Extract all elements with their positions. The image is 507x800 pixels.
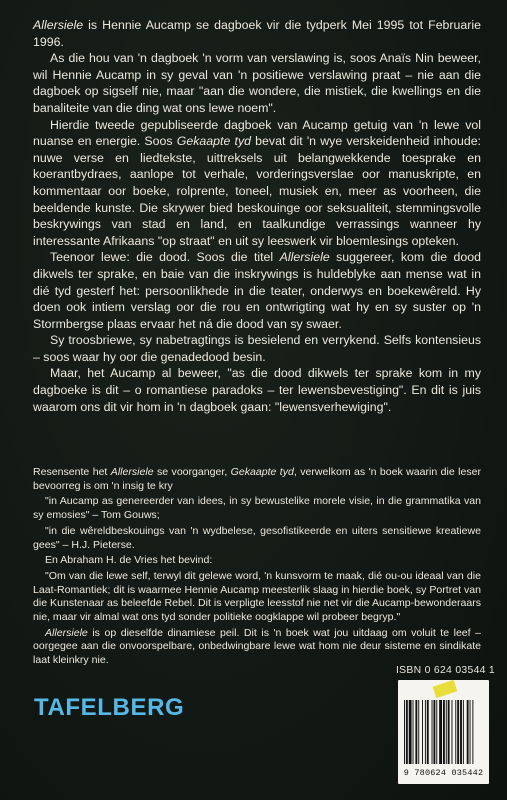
review-quotes [33, 466, 481, 668]
text-run: "Om van die lewe self, terwyl dit gelewe word, 'n kunsvorm te maak, dié ou-ou ideaal van die Laat-Romantiek; dit is waarmee Hennie Aucamp meesterlik slaag in hierdie boek, sy Portret van die Kunstenaar as beleefde Rebel. Dit is verpligte leesstof nie net vir die Aucamp-bewonderaars nie, maar vir almal wat ons tyd sonder politieke oogklappe wil probeer begryp." [33, 569, 481, 624]
barcode-bar [433, 700, 435, 764]
barcode-bar [436, 700, 437, 764]
review-paragraph [33, 466, 481, 493]
barcode-bar [409, 700, 412, 764]
text-run: Maar, het Aucamp al beweer, "as die dood dikwels ter sprake kom in my dagboeke is dit – o romantiese paradoks – ter lewensbevestiging". En dit is juis waarom ons dit vir hom in 'n dagboek gaan: "lewensverhewiging". [33, 366, 481, 414]
barcode-bar [446, 700, 447, 764]
text-run: bevat dit 'n wye verskeidenheid inhoude: nuwe verse en liedtekste, uittreksels uit belangwekkende toesprake en koerantbydraes, aanlope tot verhale, vorderingsverslae oor manuskripte, en kommentaar oor boeke, rolprente, toneel, musiek en, meer as voorheen, die beeldende kunste. Die skrywer bied beskouinge oor seksualiteit, stemmingsvolle beskrywings van stad en land, en taalkundige verrassings wanneer hy interessante Afrikaans "op straat" en uit sy leeswerk vir bloemlesings opteken. [33, 134, 481, 248]
blurb-paragraph [33, 332, 481, 365]
text-run: suggereer, kom die dood dikwels ter sprake, en baie van die inskrywings is huldeblyke aan mense wat in dié tyd gesterf het: persoonlikhede in die teater, onderwys en boekewêreld. Hy doen ook intiem verslag oor die rou en ontwrigting wat hy en sy suster op 'n Stormbergse plaas ervaar het ná die dood van sy swaer. [33, 250, 481, 331]
italic-title: Allersiele [33, 18, 84, 32]
blurb-paragraph [33, 17, 481, 50]
barcode-bar [472, 700, 473, 764]
barcode-bar [460, 700, 462, 764]
barcode-bar [427, 700, 429, 764]
text-run: "in die wêreldbeskouings van 'n wydbelese, gesofistikeerde en uiters sensitiewe kreatiewe gees" – H.J. Pieterse. [33, 524, 481, 551]
text-run: En Abraham H. de Vries het bevind: [45, 554, 213, 567]
text-run: se voorganger, [153, 466, 231, 478]
review-paragraph [33, 627, 481, 668]
text-run: is op dieselfde dinamiese peil. Dit is 'n boek wat jou uitdaag om voluit te leef – oorgegee aan die onvoorspelbare, onbedwingbare lewe wat hom nie deur sisteme en sindikate laat kleinkry nie. [33, 626, 481, 667]
barcode-bar [463, 700, 464, 764]
review-paragraph [33, 525, 481, 552]
blurb-paragraph [33, 365, 481, 415]
barcode-bar [470, 700, 471, 764]
blurb-paragraph [33, 249, 481, 332]
text-run: "in Aucamp as genereerder van idees, in sy bewustelike morele visie, in die grammatika van sy emosies" – Tom Gouws; [33, 495, 481, 522]
barcode-bar [432, 700, 433, 764]
publisher-logo: TAFELBERG [34, 694, 185, 721]
barcode-bar [418, 700, 419, 764]
barcode-bar [448, 700, 450, 764]
barcode-bar [443, 700, 445, 764]
barcode-bar [406, 700, 408, 764]
italic-title: Gekaapte tyd [230, 466, 294, 478]
text-run: is Hennie Aucamp se dagboek vir die tydperk Mei 1995 tot Februarie 1996. [33, 18, 481, 49]
barcode-bar [455, 700, 456, 764]
text-run: Sy troosbriewe, sy nabetragtings is besielend en verrykend. Selfs kontensieus – soos waar hy oor die genadedood besin. [33, 333, 481, 364]
barcode-bar [452, 700, 453, 764]
barcode-digits: 9 780624 035442 [403, 768, 484, 778]
blurb [33, 17, 481, 415]
italic-title: Allersiele [279, 250, 330, 265]
barcode [404, 700, 484, 764]
barcode-bar [467, 700, 469, 764]
barcode-bar [457, 700, 459, 764]
text-run: Teenoor lewe: die dood. Soos die titel [50, 250, 280, 265]
blurb-paragraph [33, 50, 481, 116]
review-paragraph [33, 495, 481, 522]
barcode-bar [439, 700, 442, 764]
italic-title: Gekaapte tyd [176, 134, 251, 149]
barcode-bar [425, 700, 426, 764]
isbn-label: ISBN 0 624 03544 1 [396, 665, 495, 676]
barcode-panel [398, 680, 489, 784]
blurb-paragraph [33, 117, 481, 250]
italic-title: Allersiele [110, 466, 154, 478]
barcode-bar [413, 700, 414, 764]
italic-title: Allersiele [45, 626, 88, 639]
text-run: As die hou van 'n dagboek 'n vorm van verslawing is, soos Anaïs Nin beweer, wil Hennie Aucamp in sy geval van 'n positiewe verslawing praat – nie aan die dagboek op sigself nie, maar "aan die wondere, die mistiek, die kwellings en die banaliteite van die ding wat ons lewe noem". [33, 51, 481, 115]
text-run: Hierdie tweede gepubliseerde dagboek van Aucamp getuig van 'n lewe vol nuanse en energie. Soos [33, 117, 481, 149]
barcode-bar [422, 700, 423, 764]
text-run: Resensente het [33, 466, 111, 478]
review-paragraph [33, 570, 481, 625]
barcode-bar [415, 700, 417, 764]
text-run: , verwelkom as 'n boek waarin die leser bevoorreg is om 'n insig te kry [33, 466, 481, 492]
price-sticker [433, 680, 458, 698]
review-paragraph [33, 554, 481, 568]
barcode-bar [404, 700, 405, 764]
